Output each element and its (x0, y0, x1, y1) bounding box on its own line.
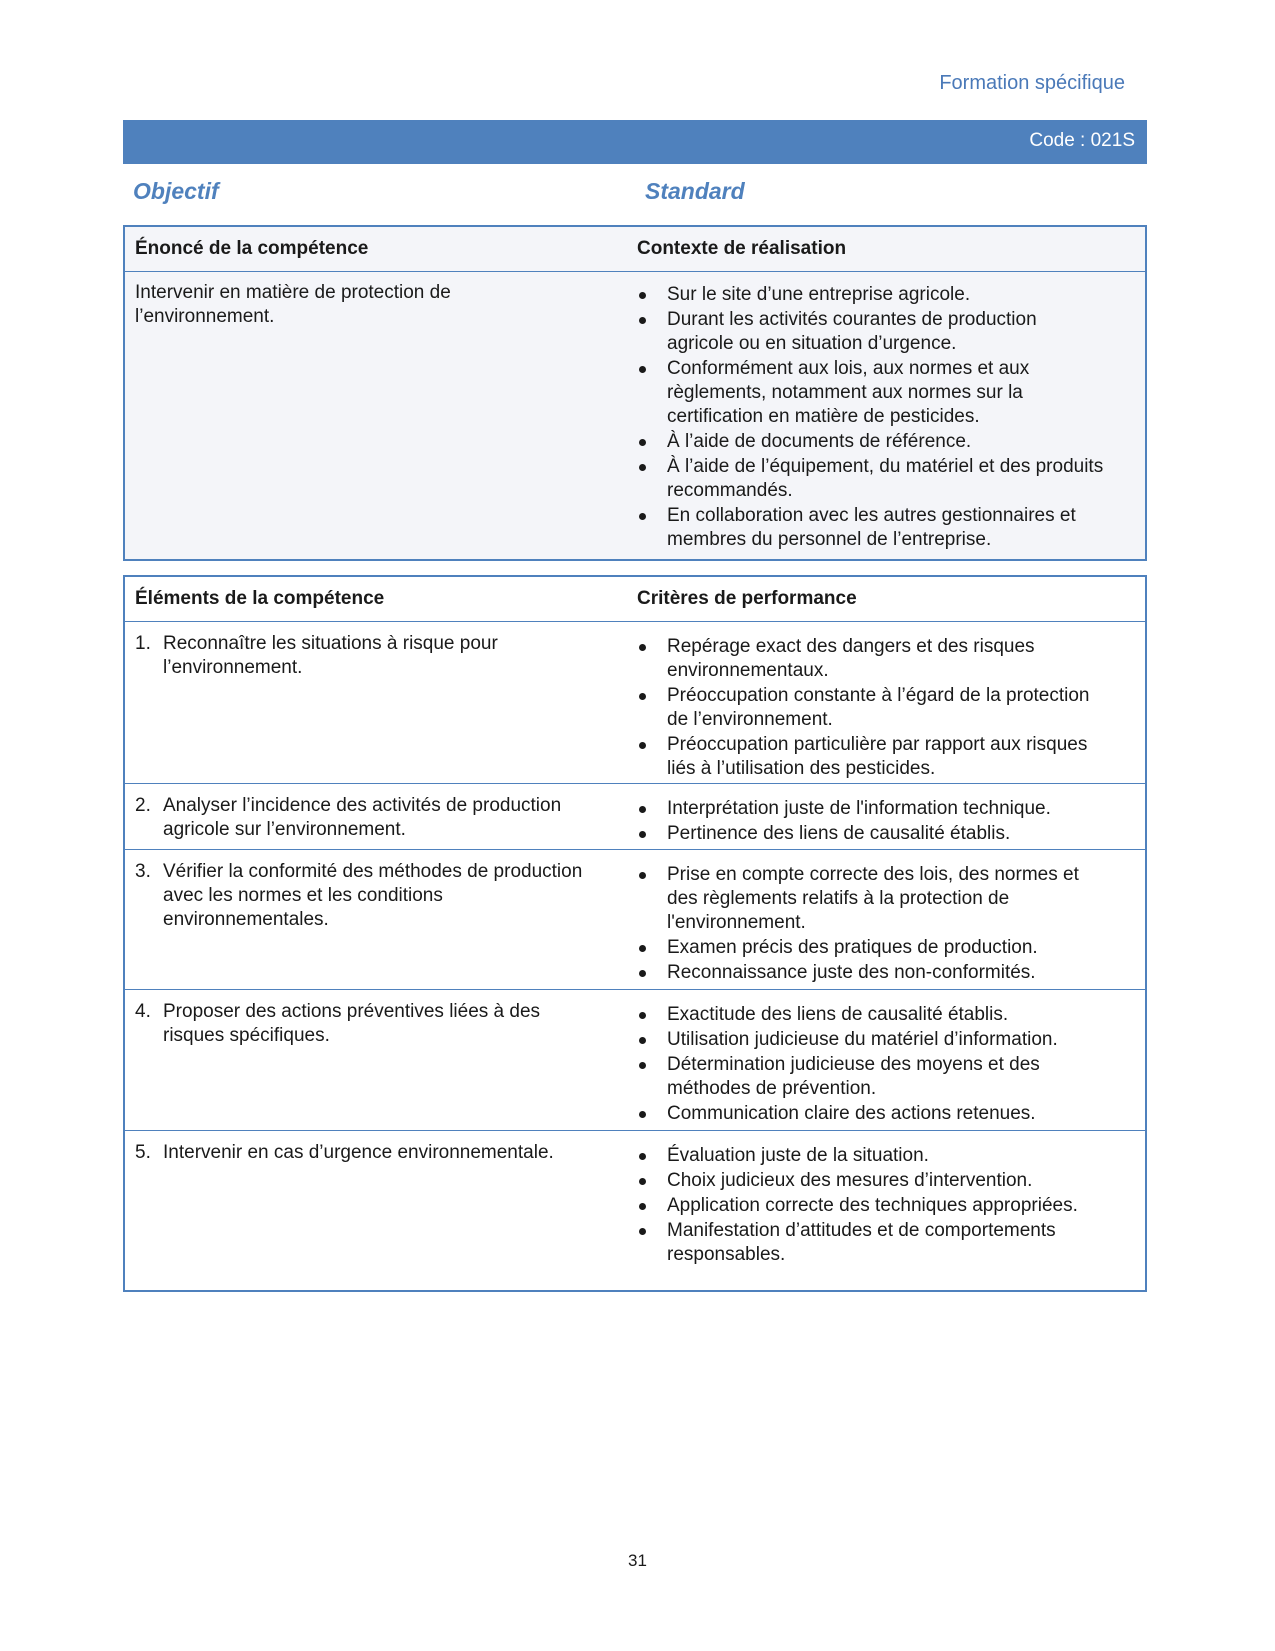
enonce-text: Intervenir en matière de protection de l’environnement. (135, 282, 451, 327)
element-number: 4. (135, 1001, 151, 1022)
element-row (125, 622, 1145, 784)
competency-code: Code : 021S (1029, 130, 1135, 151)
criteria-item: Repérage exact des dangers et des risques environnementaux. (637, 635, 1105, 683)
criteria-item: Préoccupation constante à l’égard de la protection de l’environnement. (637, 684, 1105, 732)
criteria-item: Détermination judicieuse des moyens et des méthodes de prévention. (637, 1053, 1105, 1101)
element-number: 2. (135, 795, 151, 816)
contexte-list (637, 283, 1105, 552)
criteria-item: Choix judicieux des mesures d’intervention. (637, 1169, 1105, 1193)
competence-body-row (125, 272, 1145, 553)
criteria-item: Pertinence des liens de causalité établis. (637, 822, 1105, 846)
criteria-list (637, 1003, 1105, 1126)
criteria-item: Examen précis des pratiques de production. (637, 936, 1105, 960)
element-item (135, 1141, 617, 1165)
criteria-item: Prise en compte correcte des lois, des normes et des règlements relatifs à la protection de l'environnement. (637, 863, 1105, 935)
criteria-list (637, 635, 1105, 781)
elements-header-row (125, 577, 1145, 622)
enonce-title: Énoncé de la compétence (135, 238, 369, 259)
element-text: Proposer des actions préventives liées à des risques spécifiques. (163, 1001, 541, 1046)
criteres-title: Critères de performance (637, 588, 857, 609)
element-text: Analyser l’incidence des activités de production agricole sur l’environnement. (163, 795, 562, 840)
element-row (125, 1131, 1145, 1291)
element-number: 5. (135, 1142, 151, 1163)
criteria-list (637, 1144, 1105, 1267)
contexte-item: Conformément aux lois, aux normes et aux règlements, notamment aux normes sur la certification en matière de pesticides. (637, 357, 1105, 429)
element-item (135, 860, 597, 932)
criteria-item: Utilisation judicieuse du matériel d’information. (637, 1028, 1105, 1052)
criteria-list (637, 797, 1105, 846)
standard-heading: Standard (645, 178, 745, 204)
competence-header-row (125, 227, 1145, 272)
criteria-item: Reconnaissance juste des non-conformités. (637, 961, 1105, 985)
criteria-item: Manifestation d’attitudes et de comportements responsables. (637, 1219, 1105, 1267)
element-row (125, 784, 1145, 850)
criteria-item: Exactitude des liens de causalité établis. (637, 1003, 1105, 1027)
element-text: Reconnaître les situations à risque pour l’environnement. (163, 633, 498, 678)
contexte-item: Durant les activités courantes de production agricole ou en situation d’urgence. (637, 308, 1105, 356)
element-item (135, 1000, 597, 1048)
competence-table (123, 225, 1147, 561)
criteria-item: Évaluation juste de la situation. (637, 1144, 1105, 1168)
criteria-item: Interprétation juste de l'information technique. (637, 797, 1105, 821)
criteria-item: Communication claire des actions retenues. (637, 1102, 1105, 1126)
code-bar (123, 120, 1147, 164)
element-row (125, 990, 1145, 1131)
element-row (125, 850, 1145, 990)
contexte-item: À l’aide de documents de référence. (637, 430, 1105, 454)
element-number: 3. (135, 861, 151, 882)
criteria-list (637, 863, 1105, 985)
contexte-item: À l’aide de l’équipement, du matériel et des produits recommandés. (637, 455, 1105, 503)
section-headings (133, 178, 1143, 208)
contexte-item: Sur le site d’une entreprise agricole. (637, 283, 1105, 307)
contexte-item: En collaboration avec les autres gestionnaires et membres du personnel de l’entreprise. (637, 504, 1105, 552)
page-number: 31 (628, 1551, 647, 1570)
contexte-title: Contexte de réalisation (637, 238, 847, 259)
element-text: Intervenir en cas d’urgence environnementale. (163, 1142, 554, 1163)
objectif-heading: Objectif (133, 178, 219, 204)
elements-table (123, 575, 1147, 1292)
element-item (135, 632, 557, 680)
criteria-item: Préoccupation particulière par rapport aux risques liés à l’utilisation des pesticides. (637, 733, 1105, 781)
element-number: 1. (135, 633, 151, 654)
criteria-item: Application correcte des techniques appropriées. (637, 1194, 1105, 1218)
program-label: Formation spécifique (939, 72, 1125, 94)
element-item (135, 794, 597, 842)
element-text: Vérifier la conformité des méthodes de production avec les normes et les conditions environnementales. (163, 861, 583, 930)
elements-title: Éléments de la compétence (135, 588, 385, 609)
